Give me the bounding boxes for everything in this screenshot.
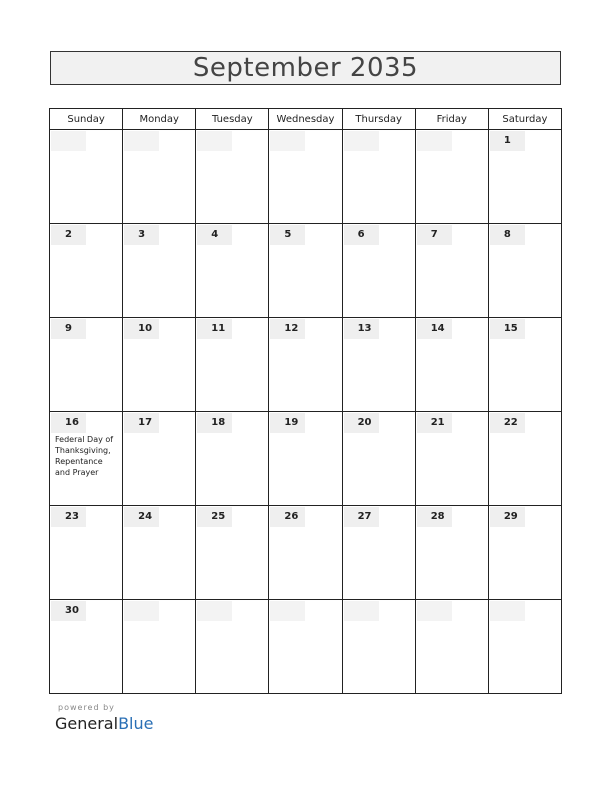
day-number: 18	[197, 413, 232, 433]
day-number	[417, 601, 452, 621]
day-number: 19	[270, 413, 305, 433]
day-cell	[488, 600, 561, 694]
day-number: 28	[417, 507, 452, 527]
day-cell	[415, 130, 488, 224]
weekday-friday: Friday	[415, 109, 488, 130]
weekday-monday: Monday	[123, 109, 196, 130]
day-cell	[50, 412, 123, 506]
day-number: 1	[490, 131, 525, 151]
day-number: 15	[490, 319, 525, 339]
holiday-label: Federal Day of Thanksgiving, Repentance and Prayer	[55, 435, 114, 477]
day-number: 29	[490, 507, 525, 527]
day-cell	[123, 318, 196, 412]
day-number: 12	[270, 319, 305, 339]
day-number: 26	[270, 507, 305, 527]
day-cell	[342, 224, 415, 318]
day-cell	[50, 318, 123, 412]
day-cell	[488, 224, 561, 318]
day-cell	[488, 412, 561, 506]
day-cell	[123, 412, 196, 506]
weekday-saturday: Saturday	[488, 109, 561, 130]
week-row-6	[50, 600, 562, 694]
day-number: 16	[51, 413, 86, 433]
day-cell	[269, 600, 342, 694]
day-number: 21	[417, 413, 452, 433]
week-row-2	[50, 224, 562, 318]
generalblue-logo	[55, 714, 153, 733]
day-cell	[342, 130, 415, 224]
day-cell	[50, 130, 123, 224]
day-cell	[488, 130, 561, 224]
day-number: 17	[124, 413, 159, 433]
week-row-1	[50, 130, 562, 224]
week-row-4	[50, 412, 562, 506]
day-cell	[123, 130, 196, 224]
calendar-title: September 2035	[192, 53, 419, 83]
day-cell	[123, 600, 196, 694]
week-row-3	[50, 318, 562, 412]
day-number	[197, 601, 232, 621]
day-number: 30	[51, 601, 86, 621]
calendar-title-box	[50, 51, 561, 85]
day-cell	[196, 506, 269, 600]
week-row-5	[50, 506, 562, 600]
day-number	[124, 601, 159, 621]
brand-general: General	[55, 714, 119, 733]
day-cell	[342, 318, 415, 412]
day-cell	[196, 224, 269, 318]
day-cell	[269, 412, 342, 506]
weekday-header-row	[50, 109, 562, 130]
day-cell	[269, 224, 342, 318]
day-cell	[488, 318, 561, 412]
day-number	[270, 131, 305, 151]
day-number: 9	[51, 319, 86, 339]
day-number: 11	[197, 319, 232, 339]
weekday-tuesday: Tuesday	[196, 109, 269, 130]
day-cell	[342, 412, 415, 506]
day-number	[197, 131, 232, 151]
day-number: 5	[270, 225, 305, 245]
day-cell	[415, 412, 488, 506]
day-number: 13	[344, 319, 379, 339]
day-cell	[269, 318, 342, 412]
day-cell	[196, 600, 269, 694]
day-number	[344, 601, 379, 621]
day-cell	[123, 506, 196, 600]
day-cell	[415, 506, 488, 600]
day-cell	[50, 600, 123, 694]
day-number: 27	[344, 507, 379, 527]
day-number: 10	[124, 319, 159, 339]
day-number	[124, 131, 159, 151]
day-number	[270, 601, 305, 621]
day-cell	[415, 600, 488, 694]
day-number: 7	[417, 225, 452, 245]
day-cell	[488, 506, 561, 600]
weekday-thursday: Thursday	[342, 109, 415, 130]
day-number: 22	[490, 413, 525, 433]
day-number: 8	[490, 225, 525, 245]
day-number: 14	[417, 319, 452, 339]
day-number: 6	[344, 225, 379, 245]
day-cell	[196, 130, 269, 224]
weekday-wednesday: Wednesday	[269, 109, 342, 130]
day-number	[51, 131, 86, 151]
day-cell	[342, 506, 415, 600]
day-cell	[269, 130, 342, 224]
day-cell	[415, 318, 488, 412]
day-cell	[342, 600, 415, 694]
day-cell	[196, 318, 269, 412]
day-number	[417, 131, 452, 151]
day-cell	[50, 506, 123, 600]
day-cell	[415, 224, 488, 318]
day-number: 2	[51, 225, 86, 245]
day-number: 20	[344, 413, 379, 433]
day-number: 24	[124, 507, 159, 527]
day-number	[344, 131, 379, 151]
powered-by-text: powered by	[58, 703, 115, 712]
day-number: 25	[197, 507, 232, 527]
brand-blue: Blue	[118, 714, 154, 733]
calendar-grid	[49, 108, 562, 694]
day-number: 4	[197, 225, 232, 245]
day-number	[490, 601, 525, 621]
day-number: 3	[124, 225, 159, 245]
day-cell	[50, 224, 123, 318]
day-cell	[123, 224, 196, 318]
day-cell	[196, 412, 269, 506]
day-number: 23	[51, 507, 86, 527]
weekday-sunday: Sunday	[50, 109, 123, 130]
day-cell	[269, 506, 342, 600]
